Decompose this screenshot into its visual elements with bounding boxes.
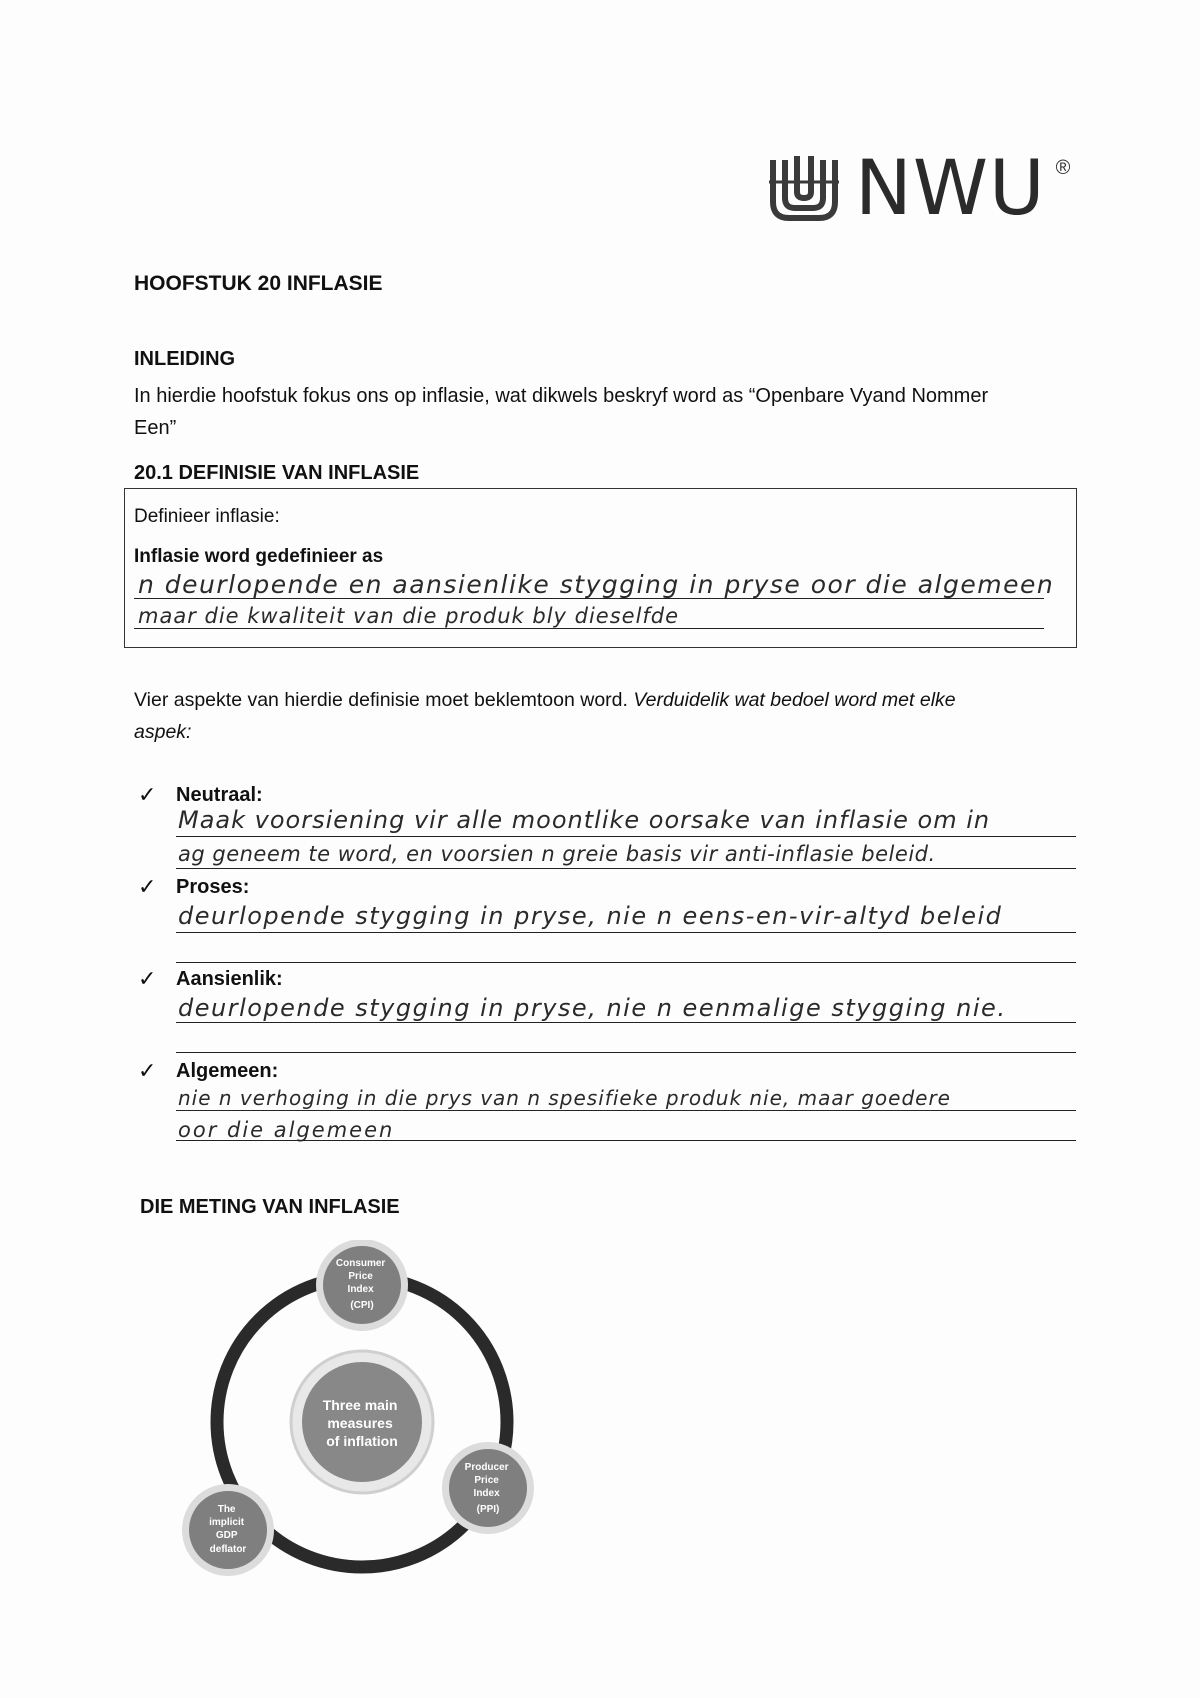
nwu-emblem-icon [765, 152, 843, 224]
aspect-label: Neutraal: [176, 783, 263, 806]
logo-text: NWU [855, 143, 1046, 232]
center-label: Three main measures of inflation [322, 1397, 398, 1449]
aspects-intro-instruction-cont: aspek: [134, 721, 192, 743]
aspect-answer: Maak voorsiening vir alle moontlike oorsake van inflasie om in [178, 806, 991, 834]
aspect-answer: ag geneem te word, en voorsien n greie basis vir anti-inflasie beleid. [178, 842, 936, 866]
aspect-label: Proses: [176, 875, 250, 898]
inflation-measures-diagram [180, 1240, 540, 1580]
aspect-algemeen [138, 1058, 278, 1084]
definition-lead: Inflasie word gedefinieer as [134, 546, 384, 567]
check-icon: ✓ [138, 966, 157, 991]
check-icon: ✓ [138, 782, 157, 807]
nwu-logo [765, 143, 1071, 232]
answer-rule [176, 868, 1076, 869]
aspect-label: Aansienlik: [176, 967, 283, 990]
intro-line-2: Een” [134, 417, 177, 439]
aspect-answer: deurlopende stygging in pryse, nie n eenmalige stygging nie. [178, 994, 1007, 1022]
check-icon: ✓ [138, 874, 157, 899]
aspect-proses [138, 874, 249, 900]
answer-rule [176, 1110, 1076, 1111]
aspect-aansienlik [138, 966, 283, 992]
registered-mark: ® [1055, 156, 1071, 179]
aspect-answer: deurlopende stygging in pryse, nie n eens-en-vir-altyd beleid [178, 902, 1003, 930]
answer-rule [176, 932, 1076, 933]
intro-line-1: In hierdie hoofstuk fokus ons op inflasie, wat dikwels beskryf word as “Openbare Vyand Nommer [134, 385, 989, 407]
gdp-deflator-label: The implicit GDP deflator [209, 1504, 247, 1555]
aspect-label: Algemeen: [176, 1059, 279, 1082]
definition-answer-line-2: maar die kwaliteit van die produk bly dieselfde [138, 604, 680, 628]
ppi-label: Producer Price Index (PPI) [464, 1462, 509, 1515]
answer-rule [176, 962, 1076, 963]
aspect-answer: nie n verhoging in die prys van n spesifieke produk nie, maar goedere [178, 1086, 951, 1110]
aspect-neutraal [138, 782, 263, 808]
answer-rule [134, 598, 1044, 599]
aspects-intro [134, 684, 1094, 748]
definition-prompt: Definieer inflasie: [134, 506, 280, 527]
answer-rule [176, 1140, 1076, 1141]
aspects-intro-instruction: Verduidelik wat bedoel word met elke [633, 689, 956, 711]
answer-rule [176, 1022, 1076, 1023]
aspect-answer: oor die algemeen [178, 1118, 395, 1142]
measurement-heading: DIE METING VAN INFLASIE [140, 1196, 400, 1218]
answer-rule [176, 836, 1076, 837]
intro-text [134, 380, 1094, 444]
intro-heading: INLEIDING [134, 348, 236, 370]
chapter-title: HOOFSTUK 20 INFLASIE [134, 272, 383, 295]
check-icon: ✓ [138, 1058, 157, 1083]
answer-rule [134, 628, 1044, 629]
definition-heading: 20.1 DEFINISIE VAN INFLASIE [134, 462, 420, 484]
answer-rule [176, 1052, 1076, 1053]
aspects-intro-text: Vier aspekte van hierdie definisie moet beklemtoon word. [134, 689, 634, 711]
definition-answer-line-1: n deurlopende en aansienlike stygging in pryse oor die algemeen [138, 570, 1055, 599]
cpi-label: Consumer Price Index (CPI) [335, 1258, 386, 1311]
